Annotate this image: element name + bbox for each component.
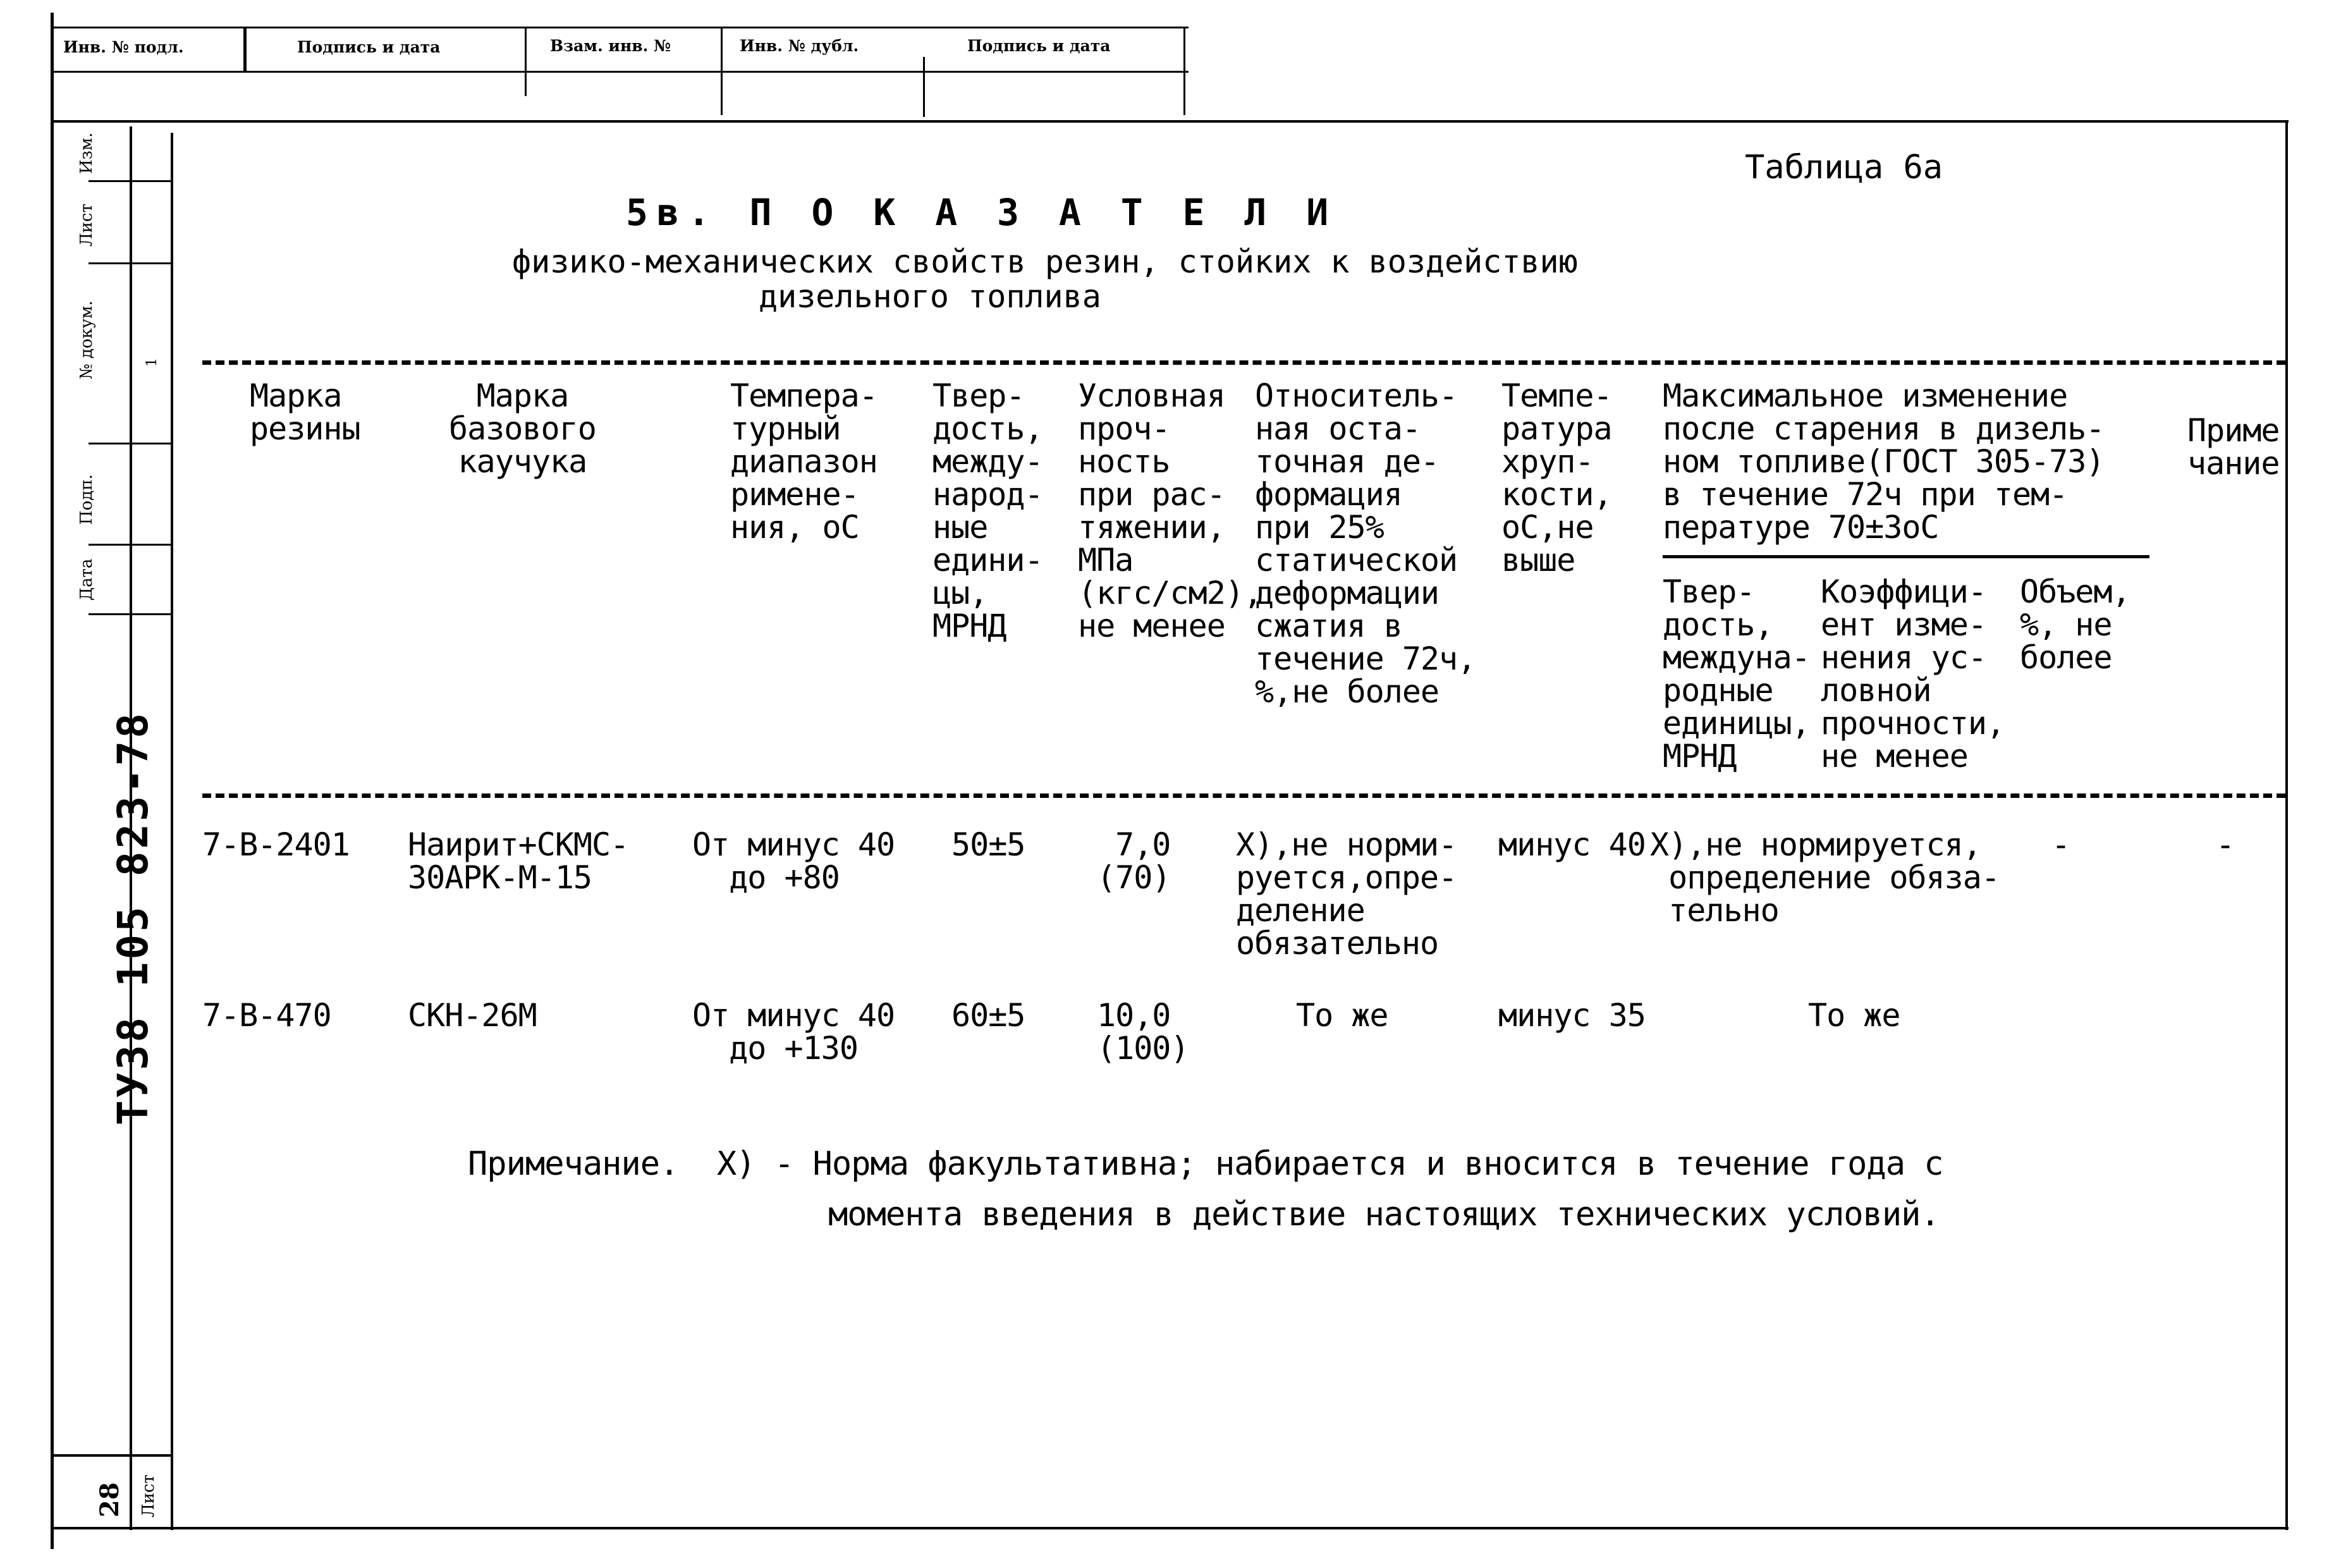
stamp-cell-4: Инв. № дубл. bbox=[740, 37, 859, 55]
stamp-bottom-line bbox=[240, 71, 1189, 73]
side-sep-4 bbox=[89, 544, 171, 546]
row1-grade: 7-В-2401 bbox=[202, 826, 350, 863]
frame-bottom-line bbox=[51, 1527, 2289, 1529]
stamp-div-5 bbox=[1183, 27, 1185, 115]
row2-brittleness: минус 35 bbox=[1498, 997, 1646, 1034]
frame-right-line bbox=[2285, 120, 2288, 1530]
side-strip-line-2 bbox=[171, 133, 173, 1530]
header-change-strength: Коэффици- ент изме- нения ус- ловной прочности, не менее bbox=[1821, 573, 2005, 775]
row2-max-change: То же bbox=[1808, 997, 1900, 1034]
side-sep-5 bbox=[89, 613, 171, 615]
row1-note: - bbox=[2216, 826, 2235, 863]
side-cell-podp: Подп. bbox=[77, 474, 96, 525]
side-sep-3 bbox=[89, 443, 171, 444]
header-grade: Марка резины bbox=[250, 377, 360, 447]
stamp-div-1 bbox=[243, 27, 247, 72]
subtitle-line-1: физико-механических свойств резин, стойких к воздействию bbox=[512, 243, 1578, 280]
side-cell-num: 1 bbox=[144, 358, 160, 367]
side-sep-2 bbox=[89, 262, 171, 264]
stamp-cell-5: Подпись и дата bbox=[967, 37, 1111, 55]
table-top-dash bbox=[202, 360, 2285, 365]
row2-grade: 7-В-470 bbox=[202, 997, 331, 1034]
stamp-mid-line bbox=[51, 71, 240, 73]
row1-tensile: 7,0 (70) bbox=[1097, 826, 1171, 896]
stamp-cell-3: Взам. инв. № bbox=[550, 37, 671, 55]
subtitle-line-2: дизельного топлива bbox=[759, 278, 1101, 315]
side-cell-data: Дата bbox=[77, 558, 96, 601]
side-sep-1 bbox=[89, 180, 171, 182]
sheet-number: 28 bbox=[95, 1482, 125, 1517]
row2-tensile: 10,0 (100) bbox=[1097, 997, 1189, 1067]
header-hardness: Твер- дость, между- народ- ные едини- цы, МРНД bbox=[932, 377, 1043, 644]
row1-max-change: Х),не нормируется, определение обяза- тельно bbox=[1650, 826, 2000, 929]
side-cell-izm: Изм. bbox=[77, 132, 96, 174]
table-label: Таблица 6а bbox=[1745, 149, 1943, 187]
row1-volume: - bbox=[2051, 826, 2070, 863]
stamp-div-4 bbox=[923, 57, 925, 117]
header-change-hardness: Твер- дость, междуна- родные единицы, МРНД bbox=[1663, 573, 1810, 775]
header-change-volume: Объем, %, не более bbox=[2020, 573, 2130, 676]
row2-temp-range: От минус 40 до +130 bbox=[692, 997, 895, 1067]
side-cell-dokum: № докум. bbox=[77, 300, 96, 379]
side-cell-list: Лист bbox=[77, 204, 96, 247]
note-line-2: момента введения в действие настоящих технических условий. bbox=[828, 1196, 1940, 1234]
document-number: ТУ38 105 823-78 bbox=[109, 710, 157, 1125]
stamp-top-line bbox=[51, 27, 1189, 28]
frame-left-line bbox=[51, 13, 54, 1549]
row2-hardness: 60±5 bbox=[951, 997, 1025, 1034]
side-strip-bottom bbox=[51, 1454, 171, 1457]
header-residual-deformation: Относитель- ная оста- точная де- формация при 25% статической деформации сжатия в течение 72ч, %,не более bbox=[1255, 377, 1476, 710]
sheet-label: Лист bbox=[139, 1474, 158, 1517]
row1-temp-range: От минус 40 до +80 bbox=[692, 826, 895, 896]
stamp-cell-1: Инв. № подл. bbox=[63, 38, 184, 56]
document-title: 5в. П О К А З А Т Е Л И bbox=[626, 191, 1338, 234]
stamp-cell-2: Подпись и дата bbox=[297, 38, 441, 56]
col8-divider bbox=[1663, 555, 2149, 558]
row1-base-rubber: Наирит+СКМС- 30АРК-М-15 bbox=[408, 826, 629, 896]
header-temp-range: Темпера- турный диапазон римене- ния, оС bbox=[730, 377, 877, 546]
stamp-div-2 bbox=[525, 27, 527, 96]
header-note: Приме чание bbox=[2187, 412, 2280, 482]
stamp-div-3 bbox=[721, 27, 723, 115]
row1-residual-def: Х),не норми- руется,опре- деление обязательно bbox=[1236, 826, 1457, 962]
table-header-bottom-dash bbox=[202, 793, 2285, 798]
header-max-change: Максимальное изменение после старения в дизель- ном топливе(ГОСТ 305-73) в течение 72ч при тем- пературе 70±3оС bbox=[1663, 377, 2105, 546]
frame-top-line bbox=[51, 120, 2289, 123]
row2-base-rubber: СКН-26М bbox=[408, 997, 537, 1034]
row1-hardness: 50±5 bbox=[951, 826, 1025, 863]
note-line-1: Примечание. Х) - Норма факультативна; набирается и вносится в течение года с bbox=[468, 1145, 1943, 1183]
row1-brittleness: минус 40 bbox=[1498, 826, 1646, 863]
row2-residual-def: То же bbox=[1296, 997, 1388, 1034]
header-tensile-strength: Условная проч- ность при рас- тяжении, МПа (кгс/см2), не менее bbox=[1078, 377, 1262, 644]
header-base-rubber: Марка базового каучука bbox=[449, 377, 596, 480]
header-brittleness-temp: Темпе- ратура хруп- кости, оС,не выше bbox=[1501, 377, 1612, 579]
